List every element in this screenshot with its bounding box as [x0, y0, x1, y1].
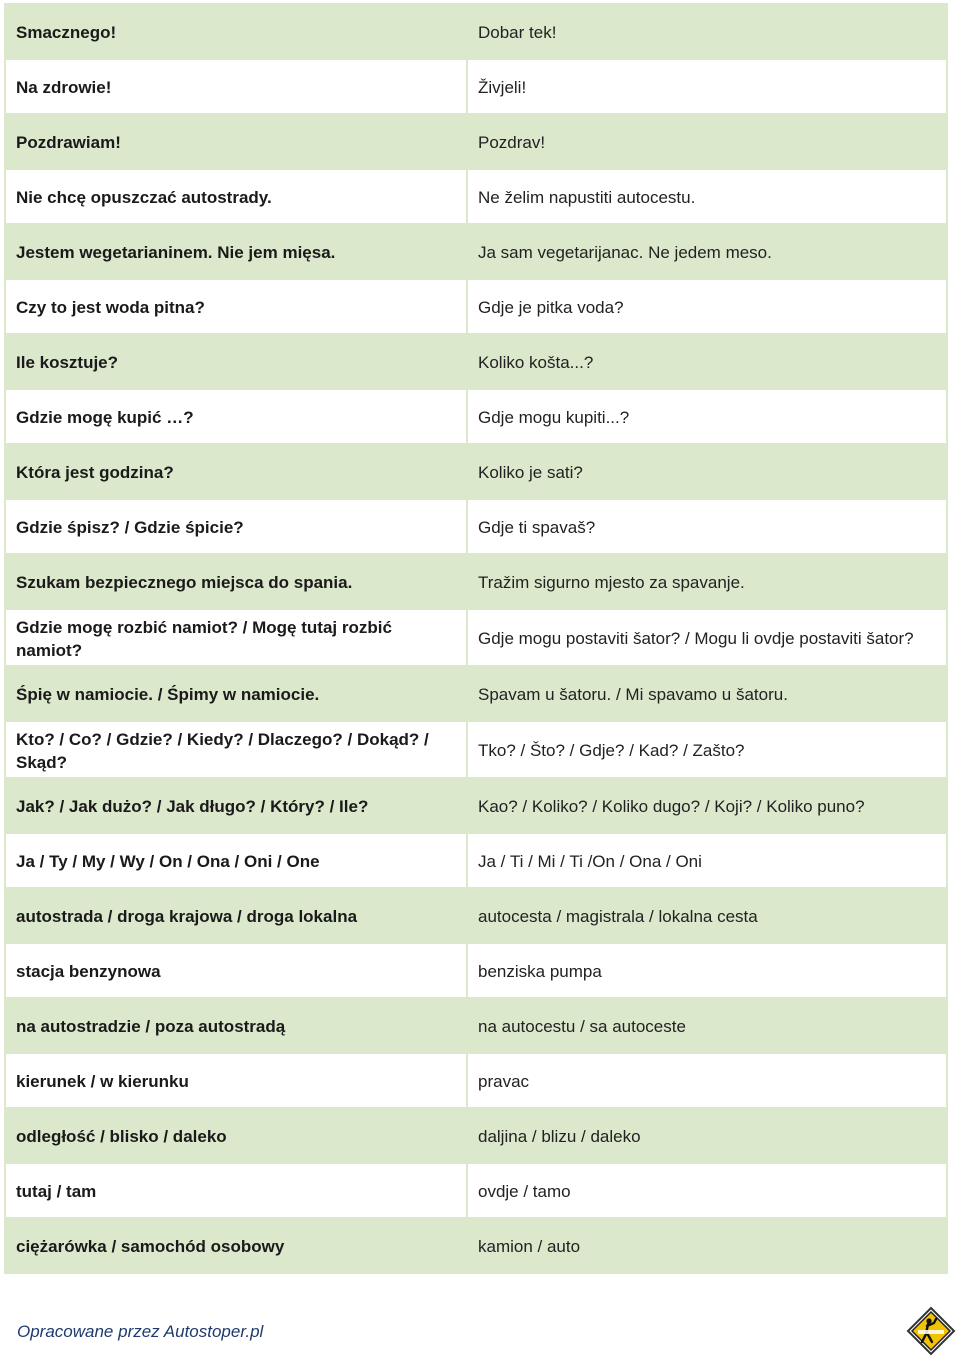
croatian-phrase: Gdje mogu postaviti šator? / Mogu li ovdje postaviti šator?: [467, 609, 947, 666]
polish-phrase: Gdzie mogę rozbić namiot? / Mogę tutaj rozbić namiot?: [5, 609, 467, 666]
phrase-row: [5, 666, 947, 721]
phrase-row: [5, 114, 947, 169]
croatian-phrase: autocesta / magistrala / lokalna cesta: [467, 888, 947, 943]
croatian-phrase: Dobar tek!: [467, 4, 947, 59]
croatian-phrase: ovdje / tamo: [467, 1163, 947, 1218]
polish-phrase: Szukam bezpiecznego miejsca do spania.: [5, 554, 467, 609]
croatian-phrase: Gdje ti spavaš?: [467, 499, 947, 554]
croatian-phrase: Pozdrav!: [467, 114, 947, 169]
polish-phrase: stacja benzynowa: [5, 943, 467, 998]
phrase-row: [5, 888, 947, 943]
phrase-row: [5, 224, 947, 279]
polish-phrase: Śpię w namiocie. / Śpimy w namiocie.: [5, 666, 467, 721]
polish-phrase: Na zdrowie!: [5, 59, 467, 114]
footer-credit: Opracowane przez Autostoper.pl: [17, 1322, 264, 1341]
croatian-phrase: Živjeli!: [467, 59, 947, 114]
croatian-phrase: pravac: [467, 1053, 947, 1108]
phrase-row: [5, 1053, 947, 1108]
phrase-row: [5, 943, 947, 998]
phrase-row: [5, 169, 947, 224]
croatian-phrase: Ja / Ti / Mi / Ti /On / Ona / Oni: [467, 833, 947, 888]
polish-phrase: Jestem wegetarianinem. Nie jem mięsa.: [5, 224, 467, 279]
phrase-row: [5, 998, 947, 1053]
polish-phrase: Gdzie śpisz? / Gdzie śpicie?: [5, 499, 467, 554]
croatian-phrase: Tražim sigurno mjesto za spavanje.: [467, 554, 947, 609]
phrase-row: [5, 833, 947, 888]
phrase-row: [5, 721, 947, 778]
phrase-row: [5, 1108, 947, 1163]
croatian-phrase: Ja sam vegetarijanac. Ne jedem meso.: [467, 224, 947, 279]
phrase-table-body: [5, 4, 947, 1273]
polish-phrase: tutaj / tam: [5, 1163, 467, 1218]
phrase-row: [5, 279, 947, 334]
phrase-row: [5, 1218, 947, 1273]
polish-phrase: na autostradzie / poza autostradą: [5, 998, 467, 1053]
phrase-row: [5, 444, 947, 499]
croatian-phrase: daljina / blizu / daleko: [467, 1108, 947, 1163]
phrase-row: [5, 778, 947, 833]
polish-phrase: Smacznego!: [5, 4, 467, 59]
polish-phrase: autostrada / droga krajowa / droga lokalna: [5, 888, 467, 943]
croatian-phrase: Kao? / Koliko? / Koliko dugo? / Koji? / Koliko puno?: [467, 778, 947, 833]
phrase-table: [4, 3, 948, 1274]
phrase-row: [5, 4, 947, 59]
croatian-phrase: Spavam u šatoru. / Mi spavamo u šatoru.: [467, 666, 947, 721]
phrase-row: [5, 59, 947, 114]
croatian-phrase: Ne želim napustiti autocestu.: [467, 169, 947, 224]
phrase-row: [5, 389, 947, 444]
phrase-row: [5, 499, 947, 554]
polish-phrase: Nie chcę opuszczać autostrady.: [5, 169, 467, 224]
polish-phrase: odległość / blisko / daleko: [5, 1108, 467, 1163]
phrase-row: [5, 554, 947, 609]
polish-phrase: Ja / Ty / My / Wy / On / Ona / Oni / One: [5, 833, 467, 888]
croatian-phrase: benziska pumpa: [467, 943, 947, 998]
phrase-row: [5, 1163, 947, 1218]
polish-phrase: Pozdrawiam!: [5, 114, 467, 169]
polish-phrase: ciężarówka / samochód osobowy: [5, 1218, 467, 1273]
polish-phrase: Gdzie mogę kupić …?: [5, 389, 467, 444]
croatian-phrase: Gdje mogu kupiti...?: [467, 389, 947, 444]
hitchhiker-sign-icon: [906, 1306, 956, 1356]
croatian-phrase: Gdje je pitka voda?: [467, 279, 947, 334]
polish-phrase: kierunek / w kierunku: [5, 1053, 467, 1108]
croatian-phrase: Koliko košta...?: [467, 334, 947, 389]
polish-phrase: Jak? / Jak dużo? / Jak długo? / Który? / Ile?: [5, 778, 467, 833]
polish-phrase: Która jest godzina?: [5, 444, 467, 499]
polish-phrase: Czy to jest woda pitna?: [5, 279, 467, 334]
croatian-phrase: Tko? / Što? / Gdje? / Kad? / Zašto?: [467, 721, 947, 778]
polish-phrase: Ile kosztuje?: [5, 334, 467, 389]
croatian-phrase: na autocestu / sa autoceste: [467, 998, 947, 1053]
phrase-row: [5, 334, 947, 389]
croatian-phrase: Koliko je sati?: [467, 444, 947, 499]
croatian-phrase: kamion / auto: [467, 1218, 947, 1273]
polish-phrase: Kto? / Co? / Gdzie? / Kiedy? / Dlaczego? / Dokąd? / Skąd?: [5, 721, 467, 778]
phrase-row: [5, 609, 947, 666]
